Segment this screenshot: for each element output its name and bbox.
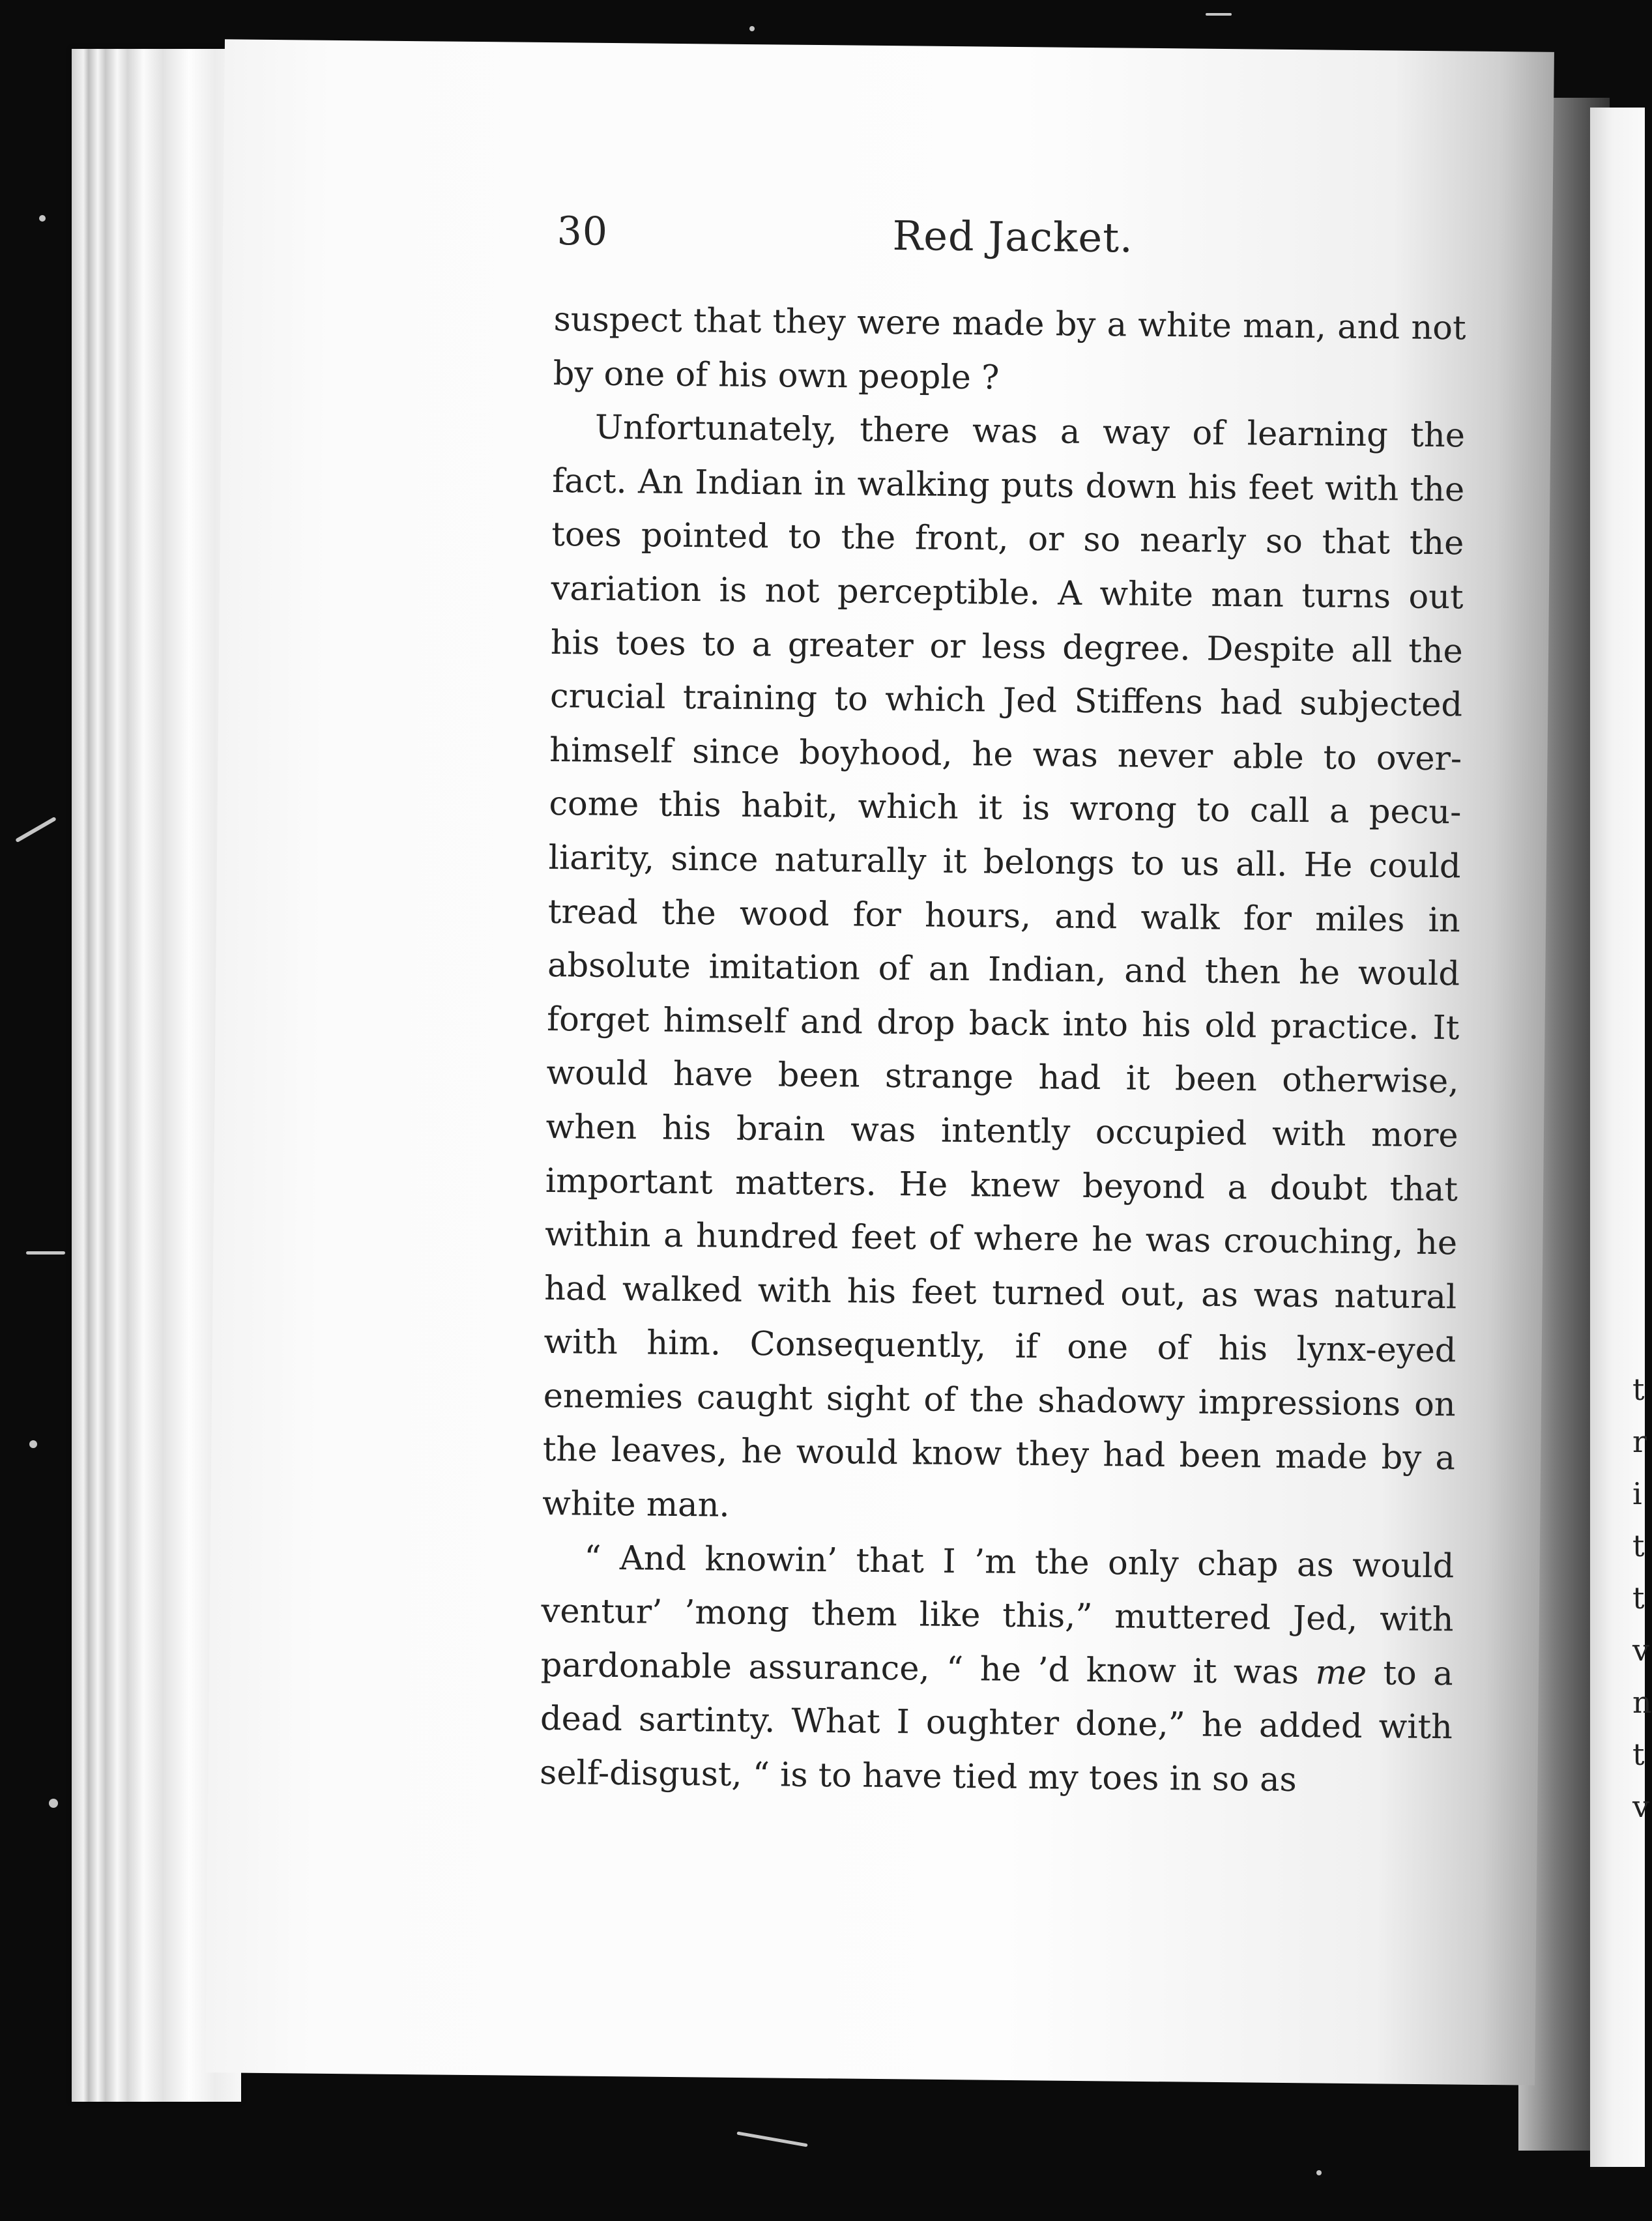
facing-page-letter: t: [1632, 1580, 1645, 1616]
running-title: Red Jacket.: [892, 211, 1134, 262]
running-header: [557, 209, 1378, 275]
facing-page-sliver: [1590, 108, 1645, 2167]
film-speck: [736, 2131, 807, 2147]
facing-page-letter: t: [1632, 1372, 1645, 1407]
body-text: [540, 293, 1466, 1809]
film-speck: [1316, 2170, 1322, 2175]
film-speck: [1206, 13, 1232, 16]
film-speck: [29, 1440, 37, 1448]
dialogue-text: to a dead sartinty. What I oughter done,” he added with self-disgust, “ is to have tied my toes in so as: [539, 1653, 1454, 1800]
page-number: 30: [557, 209, 609, 255]
facing-page-letter: t: [1632, 1528, 1645, 1563]
paragraph: Unfortunately, there was a way of learning the fact. An Indian in walking puts down his feet with the toes pointed to the front, or so nearly so that the variation is not perceptible. A white man turns out his toes to a greater or less degree. Despite all the crucial training to which Jed Stiffens had subjected himself since boyhood, he was never able to over-come this habit, which it is wrong to call a pecu-liarity, since naturally it belongs to us all. He could tread the wood for hours, and walk for miles in absolute imitation of an Indian, and then he would forget himself and drop back into his old practice. It would have been strange had it been otherwise, when his brain was intently occupied with more important matters. He knew beyond a doubt that within a hundred feet of where he was crouching, he had walked with his feet turned out, as was natural with him. Consequently, if one of his lynx-eyed enemies caught sight of the shadowy impressions on the leaves, he would know they had been made by a white man.: [542, 408, 1466, 1525]
facing-page-letter: n: [1632, 1685, 1652, 1720]
facing-page-letter: v: [1632, 1789, 1649, 1824]
dialogue-text: “ And knowin’ that I ’m the only chap as would ventur’ ’mong them like this,” muttered Jed, with pardonable assurance, “ he ’d know it was: [540, 1539, 1455, 1692]
facing-page-letter: r: [1632, 1424, 1647, 1459]
paragraph: [540, 1531, 1455, 1809]
film-speck: [39, 215, 46, 222]
film-speck: [26, 1251, 65, 1255]
film-speck: [749, 26, 755, 31]
facing-page-letter: i: [1632, 1476, 1642, 1511]
film-speck: [15, 817, 57, 843]
facing-page-letter: v: [1632, 1633, 1649, 1668]
facing-page-letter: t: [1632, 1737, 1645, 1772]
film-speck: [49, 1799, 58, 1808]
emphasis-text: me: [1315, 1653, 1367, 1692]
paragraph: suspect that they were made by a white man, and not by one of his own people ?: [553, 300, 1466, 398]
